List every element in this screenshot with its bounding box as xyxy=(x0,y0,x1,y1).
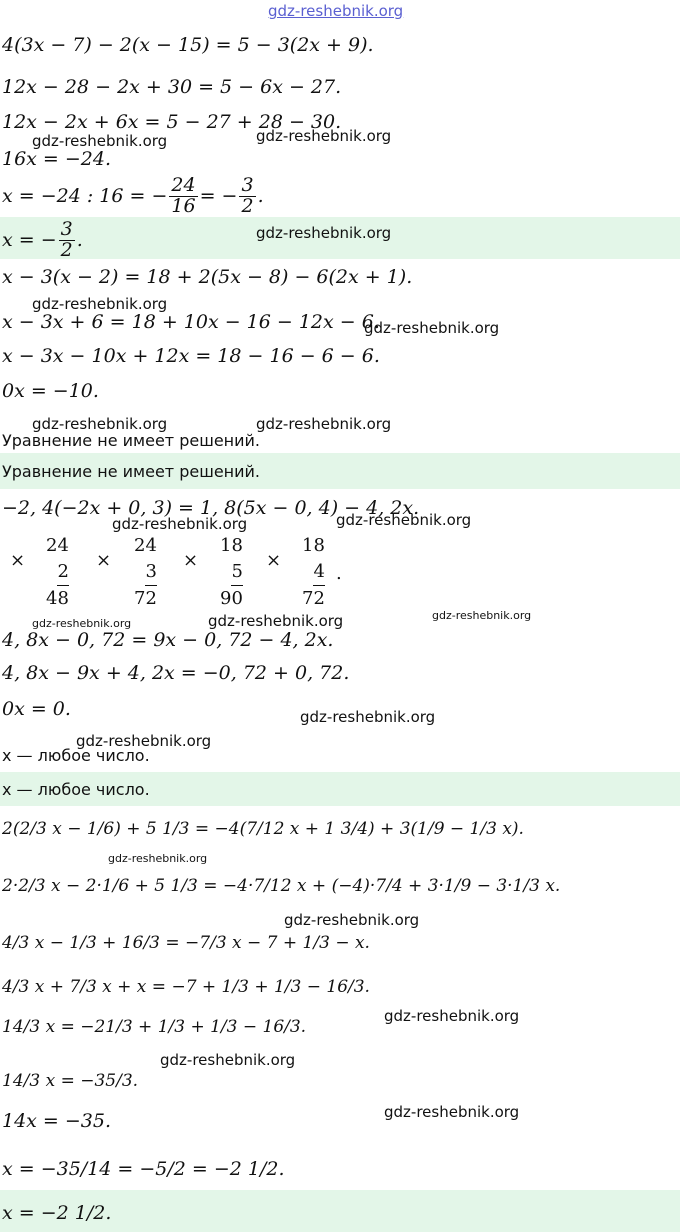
watermark: gdz-reshebnik.org xyxy=(112,515,248,533)
watermark-top[interactable]: gdz-reshebnik.org xyxy=(268,2,404,20)
multiply-sign: × xyxy=(96,550,112,571)
task3-line2: 4, 8x − 0, 72 = 9x − 0, 72 − 4, 2x. xyxy=(2,629,334,651)
fraction-denominator: 16 xyxy=(171,194,196,217)
period: . xyxy=(336,563,342,584)
mult-operand: 5 xyxy=(231,559,242,586)
task2-line4: 0x = −10. xyxy=(2,380,99,402)
watermark: gdz-reshebnik.org xyxy=(256,224,392,242)
task4-line2: 2·2/3 x − 2·1/6 + 5 1/3 = −4·7/12 x + (−4)·7/4 + 3·1/9 − 3·1/3 x. xyxy=(2,876,561,896)
watermark: gdz-reshebnik.org xyxy=(384,1103,520,1121)
task3-line1: −2, 4(−2x + 0, 3) = 1, 8(5x − 0, 4) − 4, 2x. xyxy=(2,497,420,519)
task1-line3: 12x − 2x + 6x = 5 − 27 + 28 − 30. xyxy=(2,111,342,133)
task1-line2: 12x − 28 − 2x + 30 = 5 − 6x − 27. xyxy=(2,76,342,98)
multiply-sign: × xyxy=(183,550,199,571)
column-multiplication-3 xyxy=(220,533,243,612)
task2-line3: x − 3x − 10x + 12x = 18 − 16 − 6 − 6. xyxy=(2,345,380,367)
multiply-sign: × xyxy=(10,550,26,571)
task1-line5: x = −24 : 16 = − $\frac{24}{16}$ = − $\frac{3}{2}$ . xyxy=(2,174,264,217)
task4-line8: x = −35/14 = −5/2 = −2 1/2. xyxy=(2,1158,285,1180)
task4-answer: x = −2 1/2. xyxy=(2,1202,112,1224)
task3-line3: 4, 8x − 9x + 4, 2x = −0, 72 + 0, 72. xyxy=(2,662,350,684)
watermark: gdz-reshebnik.org xyxy=(32,415,168,433)
task1-line5-mid: = − xyxy=(199,185,238,208)
watermark: gdz-reshebnik.org xyxy=(108,852,208,865)
task1-answer: x = − $\frac{3}{2}$ . xyxy=(2,218,83,261)
watermark: gdz-reshebnik.org xyxy=(32,617,132,630)
fraction-numerator: 3 xyxy=(241,174,254,196)
column-multiplication-4 xyxy=(302,533,325,612)
fraction-denominator: 2 xyxy=(241,194,254,217)
task1-line4: 16x = −24. xyxy=(2,148,112,170)
mult-operand: 24 xyxy=(134,535,157,556)
column-multiplication-2 xyxy=(134,533,157,612)
mult-result: 72 xyxy=(302,588,325,609)
watermark: gdz-reshebnik.org xyxy=(76,732,212,750)
task3-line4: 0x = 0. xyxy=(2,698,71,720)
watermark: gdz-reshebnik.org xyxy=(384,1007,520,1025)
task1-line1: 4(3x − 7) − 2(x − 15) = 5 − 3(2x + 9). xyxy=(2,34,374,56)
task4-line5: 14/3 x = −21/3 + 1/3 + 1/3 − 16/3. xyxy=(2,1017,307,1037)
task3-answer: x — любое число. xyxy=(2,780,150,799)
mult-operand: 18 xyxy=(220,535,243,556)
watermark: gdz-reshebnik.org xyxy=(32,132,168,150)
fraction-numerator: 24 xyxy=(171,174,196,196)
fraction-numerator: 3 xyxy=(60,218,73,240)
task2-line5: Уравнение не имеет решений. xyxy=(2,431,261,450)
task4-line1: 2(2/3 x − 1/6) + 5 1/3 = −4(7/12 x + 1 3/4) + 3(1/9 − 1/3 x). xyxy=(2,819,524,839)
mult-operand: 18 xyxy=(302,535,325,556)
mult-result: 48 xyxy=(46,588,69,609)
watermark: gdz-reshebnik.org xyxy=(256,127,392,145)
task2-line1: x − 3(x − 2) = 18 + 2(5x − 8) − 6(2x + 1). xyxy=(2,266,413,288)
mult-result: 72 xyxy=(134,588,157,609)
watermark: gdz-reshebnik.org xyxy=(256,415,392,433)
task1-answer-start: x = − xyxy=(2,229,57,252)
multiply-sign: × xyxy=(266,550,282,571)
mult-operand: 3 xyxy=(145,559,156,586)
mult-operand: 4 xyxy=(313,559,324,586)
task4-line6: 14/3 x = −35/3. xyxy=(2,1071,139,1091)
mult-result: 90 xyxy=(220,588,243,609)
task4-line3: 4/3 x − 1/3 + 16/3 = −7/3 x − 7 + 1/3 − x. xyxy=(2,933,370,953)
watermark: gdz-reshebnik.org xyxy=(208,612,344,630)
watermark: gdz-reshebnik.org xyxy=(336,511,472,529)
watermark: gdz-reshebnik.org xyxy=(160,1051,296,1069)
mult-operand: 2 xyxy=(57,559,68,586)
task4-line7: 14x = −35. xyxy=(2,1110,112,1132)
task1-line5-start: x = −24 : 16 = − xyxy=(2,185,168,208)
task2-line2: x − 3x + 6 = 18 + 10x − 16 − 12x − 6. xyxy=(2,311,380,333)
fraction-denominator: 2 xyxy=(60,238,73,261)
watermark: gdz-reshebnik.org xyxy=(364,319,500,337)
mult-operand: 24 xyxy=(46,535,69,556)
watermark: gdz-reshebnik.org xyxy=(284,911,420,929)
task4-line4: 4/3 x + 7/3 x + x = −7 + 1/3 + 1/3 − 16/3. xyxy=(2,977,370,997)
task2-answer: Уравнение не имеет решений. xyxy=(2,462,261,481)
task3-line5: x — любое число. xyxy=(2,746,150,765)
column-multiplication-1 xyxy=(46,533,69,612)
watermark: gdz-reshebnik.org xyxy=(300,708,436,726)
watermark: gdz-reshebnik.org xyxy=(32,295,168,313)
watermark: gdz-reshebnik.org xyxy=(432,609,532,622)
